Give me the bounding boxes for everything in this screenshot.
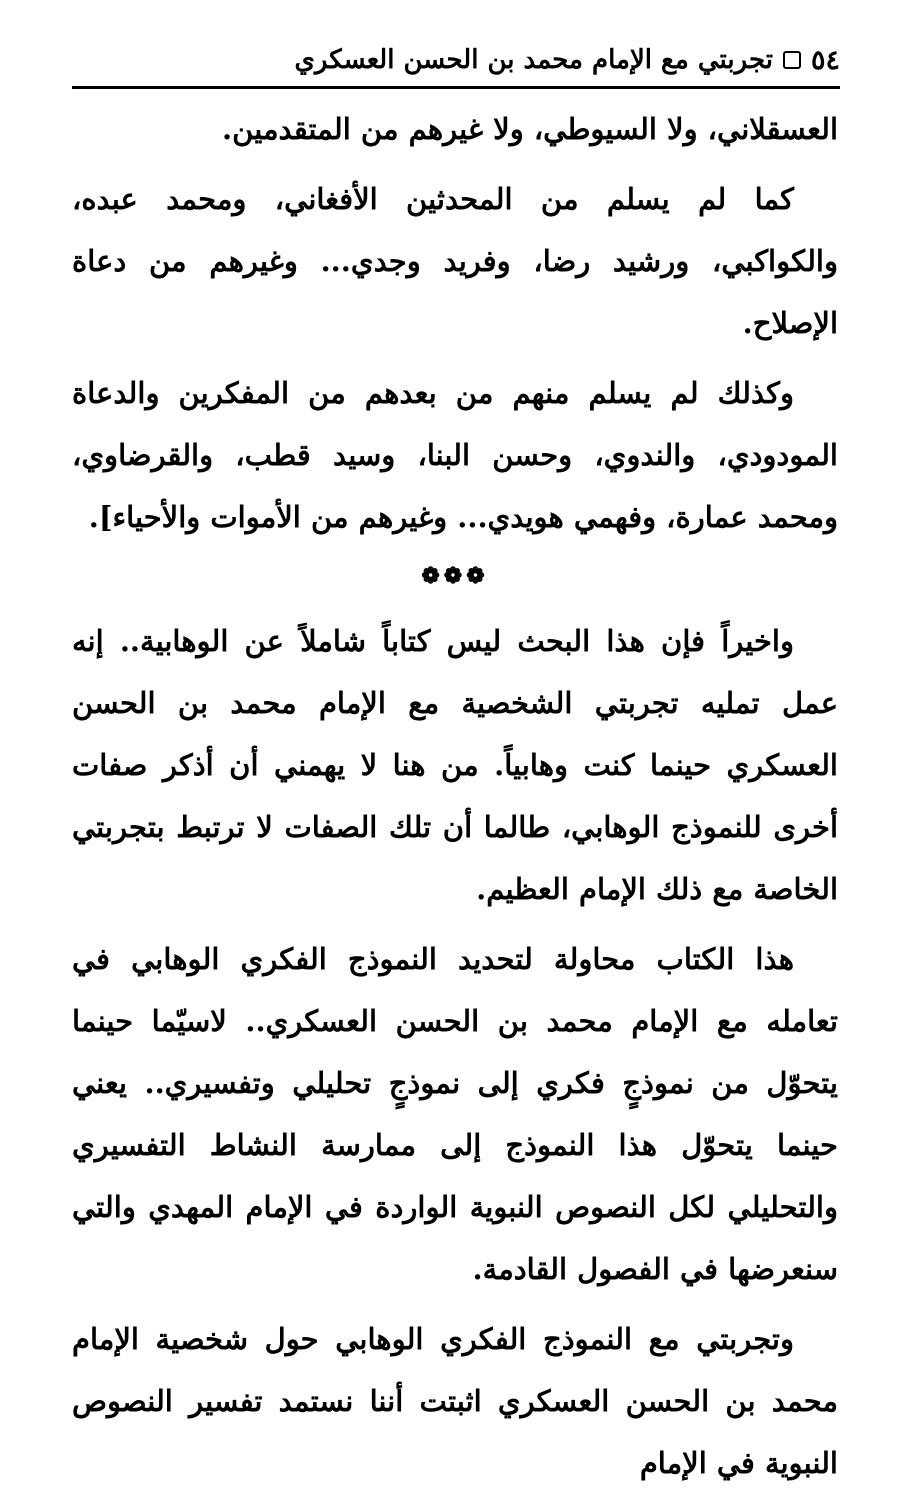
- running-head: [72, 38, 840, 82]
- paragraph-2: كما لم يسلم من المحدثين الأفغاني، ومحمد عبده، والكواكبي، ورشيد رضا، وفريد وجدي... وغيرهم من دعاة الإصلاح.: [72, 182, 838, 340]
- paragraph-4: واخيراً فإن هذا البحث ليس كتاباً شاملاً عن الوهابية.. إنه عمل تمليه تجربتي الشخصية مع الإمام محمد بن الحسن العسكري حينما كنت وهابياً. من هنا لا يهمني أن أذكر صفات أخرى للنموذج الوهابي، طالما أن تلك الصفات لا ترتبط بتجربتي الخاصة مع ذلك الإمام العظيم.: [72, 624, 838, 906]
- paragraph-3: وكذلك لم يسلم منهم من بعدهم من المفكرين والدعاة المودودي، والندوي، وحسن البنا، وسيد قطب، والقرضاوي، ومحمد عمارة، وفهمي هويدي... وغيرهم من الأموات والأحياء].: [72, 376, 838, 534]
- running-title: تجربتي مع الإمام محمد بن الحسن العسكري: [294, 45, 773, 75]
- paragraph-6: وتجربتي مع النموذج الفكري الوهابي حول شخصية الإمام محمد بن الحسن العسكري اثبتت أننا نستمد تفسير النصوص النبوية في الإمام: [72, 1322, 838, 1480]
- section-separator: ❁❁❁: [421, 563, 489, 589]
- paragraph-5: هذا الكتاب محاولة لتحديد النموذج الفكري الوهابي في تعامله مع الإمام محمد بن الحسن العسكري.. لاسيّما حينما يتحوّل من نموذجٍ فكري إلى نموذجٍ تحليلي وتفسيري.. يعني حينما يتحوّل هذا النموذج إلى ممارسة النشاط التفسيري والتحليلي لكل النصوص النبوية الواردة في الإمام المهدي والتي سنعرضها في الفصول القادمة.: [72, 942, 838, 1286]
- header-rule: [72, 86, 840, 89]
- paragraph-1: العسقلاني، ولا السيوطي، ولا غيرهم من المتقدمين.: [222, 112, 838, 146]
- page-number: ٥٤: [810, 44, 840, 76]
- square-bullet-icon: [783, 51, 801, 69]
- body-text: [72, 98, 838, 1502]
